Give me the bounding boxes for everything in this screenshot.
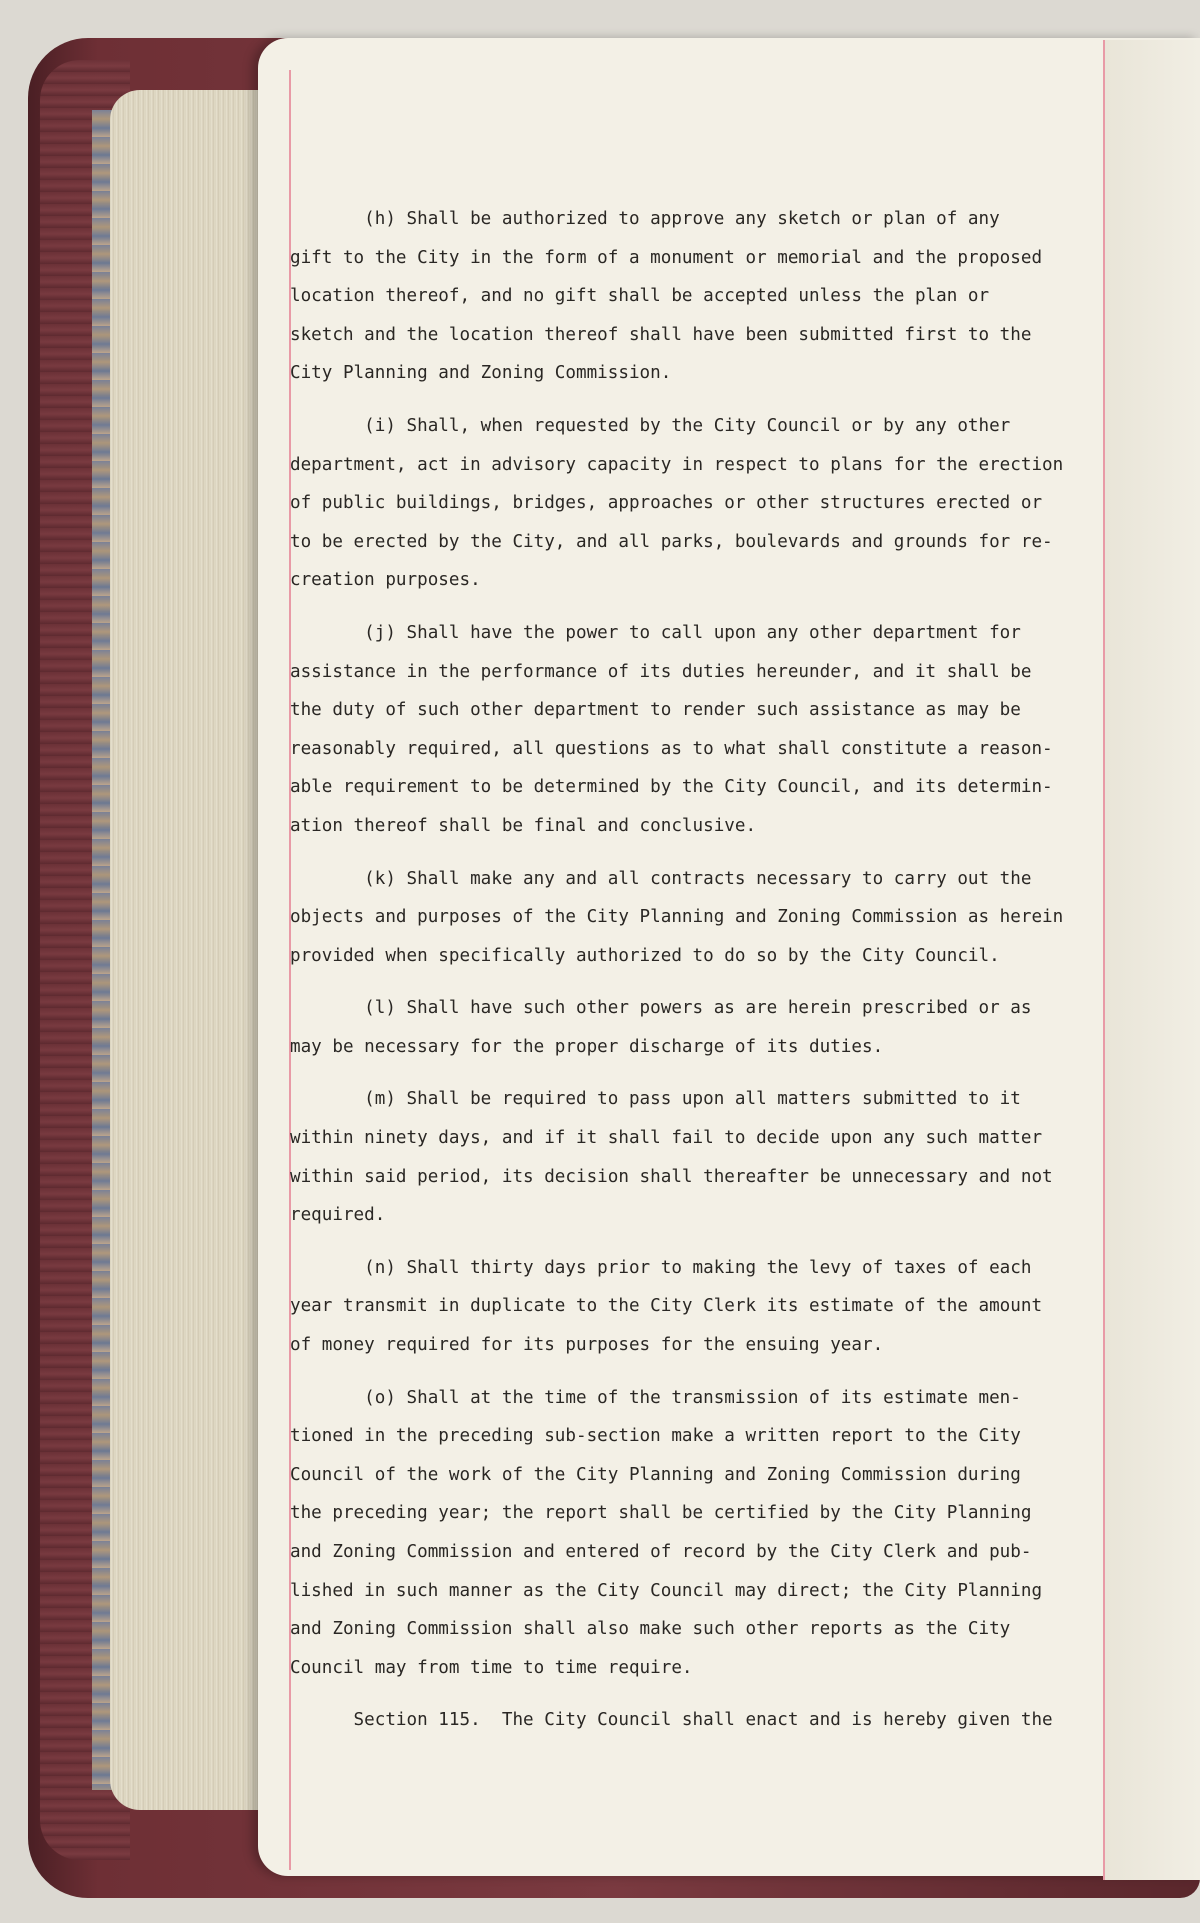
right-margin-line [1103, 40, 1105, 1880]
text-line: Section 115. The City Council shall enact and is hereby given the [290, 1710, 1053, 1731]
text-line: and Zoning Commission shall also make such other reports as the City [290, 1619, 1011, 1640]
text-line: the duty of such other department to render such assistance as may be [290, 700, 1021, 721]
text-line: ation thereof shall be final and conclusive. [290, 815, 757, 836]
text-line: within ninety days, and if it shall fail to decide upon any such matter [290, 1128, 1043, 1149]
text-line: to be erected by the City, and all parks, boulevards and grounds for re- [290, 531, 1053, 552]
text-line: Council of the work of the City Planning and Zoning Commission during [290, 1464, 1021, 1485]
page-stack [110, 90, 270, 1810]
text-line: Council may from time to time require. [290, 1657, 693, 1678]
text-line: of money required for its purposes for the ensuing year. [290, 1335, 884, 1356]
text-line: creation purposes. [290, 570, 481, 591]
text-line: (h) Shall be authorized to approve any sketch or plan of any [290, 209, 1000, 229]
text-line: location thereof, and no gift shall be accepted unless the plan or [290, 286, 990, 307]
text-line: year transmit in duplicate to the City Clerk its estimate of the amount [290, 1296, 1043, 1317]
paragraph [290, 1080, 1102, 1234]
text-line: may be necessary for the proper discharge of its duties. [290, 1036, 884, 1057]
text-line: sketch and the location thereof shall have been submitted first to the [290, 324, 1032, 345]
text-line: department, act in advisory capacity in respect to plans for the erection [290, 454, 1064, 475]
paragraph [290, 407, 1102, 600]
text-line: (n) Shall thirty days prior to making the levy of taxes of each [290, 1257, 1032, 1278]
text-line: (k) Shall make any and all contracts necessary to carry out the [290, 868, 1032, 889]
text-line: of public buildings, bridges, approaches or other structures erected or [290, 493, 1043, 514]
text-line: tioned in the preceding sub-section make a written report to the City [290, 1426, 1021, 1447]
text-line: (i) Shall, when requested by the City Council or by any other [290, 415, 1011, 436]
text-line: (l) Shall have such other powers as are herein prescribed or as [290, 998, 1032, 1019]
paragraph [290, 1379, 1102, 1688]
text-line: required. [290, 1205, 386, 1226]
text-line: provided when specifically authorized to do so by the City Council. [290, 945, 1000, 966]
text-line: objects and purposes of the City Planning and Zoning Commission as herein [290, 907, 1064, 928]
text-line: City Planning and Zoning Commission. [290, 363, 672, 384]
text-line: reasonably required, all questions as to what shall constitute a reason- [290, 738, 1053, 759]
paragraph [290, 989, 1102, 1066]
text-line: (m) Shall be required to pass upon all matters submitted to it [290, 1089, 1021, 1110]
text-line: (o) Shall at the time of the transmission of its estimate men- [290, 1387, 1021, 1408]
paragraph [290, 200, 1102, 393]
paragraph [290, 1701, 1102, 1740]
paragraph [290, 1249, 1102, 1365]
typed-text-body [290, 200, 1102, 1754]
text-line: the preceding year; the report shall be certified by the City Planning [290, 1503, 1032, 1524]
text-line: lished in such manner as the City Council may direct; the City Planning [290, 1580, 1043, 1601]
text-line: and Zoning Commission and entered of record by the City Clerk and pub- [290, 1542, 1032, 1562]
paragraph [290, 614, 1102, 846]
text-line: within said period, its decision shall thereafter be unnecessary and not [290, 1166, 1053, 1187]
paragraph [290, 860, 1102, 976]
text-line: able requirement to be determined by the City Council, and its determin- [290, 777, 1053, 798]
page-gutter [1105, 40, 1200, 1880]
text-line: (j) Shall have the power to call upon any other department for [290, 622, 1021, 643]
text-line: gift to the City in the form of a monument or memorial and the proposed [290, 247, 1043, 268]
text-line: assistance in the performance of its duties hereunder, and it shall be [290, 661, 1032, 682]
